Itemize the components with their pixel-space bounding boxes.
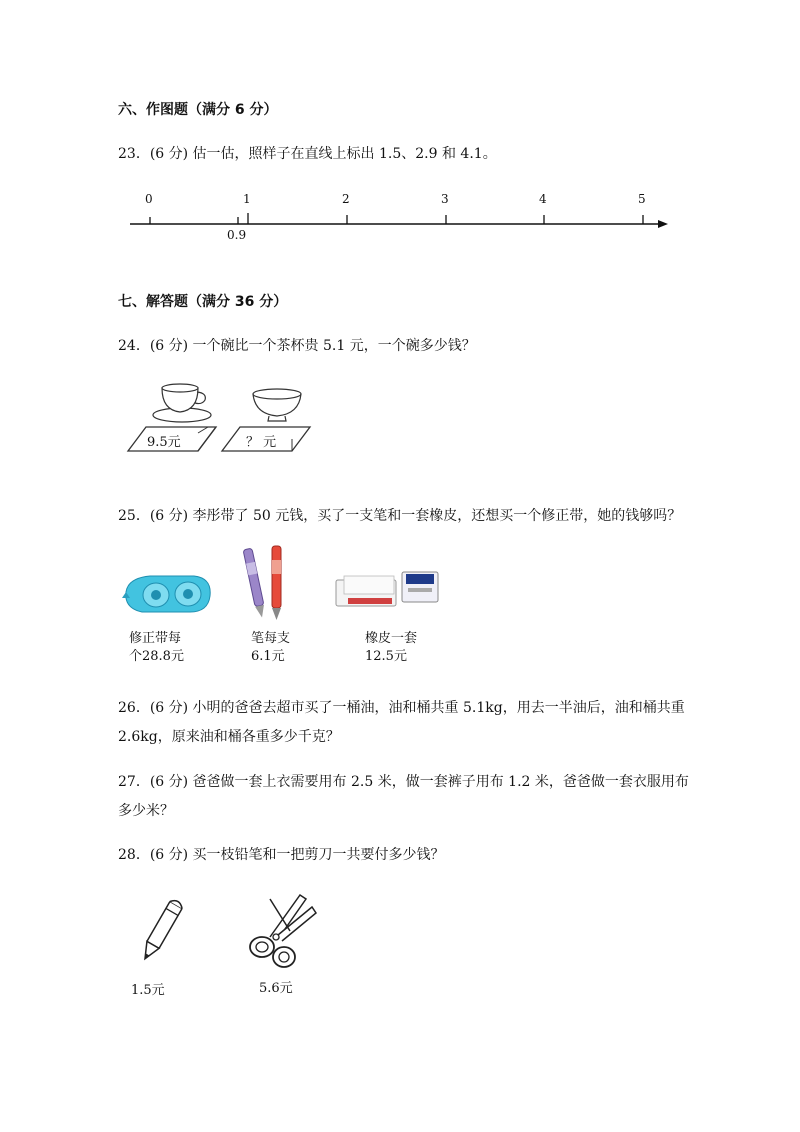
correction-tape-label-1: 修正带每	[129, 631, 182, 646]
tick-label-2: 2	[342, 192, 350, 206]
tick-label-4: 4	[539, 192, 547, 206]
section-six-title: 六、作图题（满分 6 分）	[118, 102, 278, 118]
pen-label-1: 笔每支	[251, 631, 291, 646]
teacup-icon	[150, 382, 214, 424]
erasers-icon	[334, 570, 444, 610]
pens-icon	[236, 542, 296, 622]
section-seven-title: 七、解答题（满分 36 分）	[118, 294, 288, 310]
tick-label-3: 3	[441, 192, 449, 206]
question-23-text: 23．(6 分) 估一估，照样子在直线上标出 1.5、2.9 和 4.1。	[118, 146, 497, 162]
question-28-text: 28．(6 分) 买一枝铅笔和一把剪刀一共要付多少钱？	[118, 847, 445, 863]
eraser-label-1: 橡皮一套	[365, 631, 418, 646]
question-26-line1: 26．(6 分) 小明的爸爸去超市买了一桶油，油和桶共重 5.1kg，用去一半油后，油和桶共重	[118, 700, 685, 716]
correction-tape-icon	[122, 568, 214, 618]
tick-label-5: 5	[638, 192, 646, 206]
tick-label-0: 0	[145, 192, 153, 206]
tick-label-1: 1	[243, 192, 251, 206]
example-label-0-9: 0.9	[227, 228, 247, 242]
arrow-head-icon	[658, 220, 668, 228]
scissors-price-label: 5.6元	[259, 981, 293, 996]
question-26-line2: 2.6kg，原来油和桶各重多少千克？	[118, 729, 340, 745]
number-line	[0, 180, 800, 250]
cup-price-label: 9.5元	[147, 435, 181, 450]
pen-label-2: 6.1元	[251, 649, 285, 664]
bowl-icon	[250, 388, 304, 424]
question-27-line2: 多少米？	[118, 803, 174, 819]
pencil-price-label: 1.5元	[131, 983, 165, 998]
correction-tape-label-2: 个28.8元	[129, 649, 184, 664]
pencil-icon	[134, 893, 188, 969]
question-25-text: 25．(6 分) 李彤带了 50 元钱，买了一支笔和一套橡皮，还想买一个修正带，她的钱够吗？	[118, 508, 682, 524]
eraser-label-2: 12.5元	[365, 649, 407, 664]
question-24-text: 24．(6 分) 一个碗比一个茶杯贵 5.1 元，一个碗多少钱？	[118, 338, 476, 354]
question-27-line1: 27．(6 分) 爸爸做一套上衣需要用布 2.5 米，做一套裤子用布 1.2 米，爸爸做一套衣服用布	[118, 774, 689, 790]
scissors-icon	[240, 885, 320, 971]
bowl-price-label: ？ 元	[246, 435, 277, 450]
